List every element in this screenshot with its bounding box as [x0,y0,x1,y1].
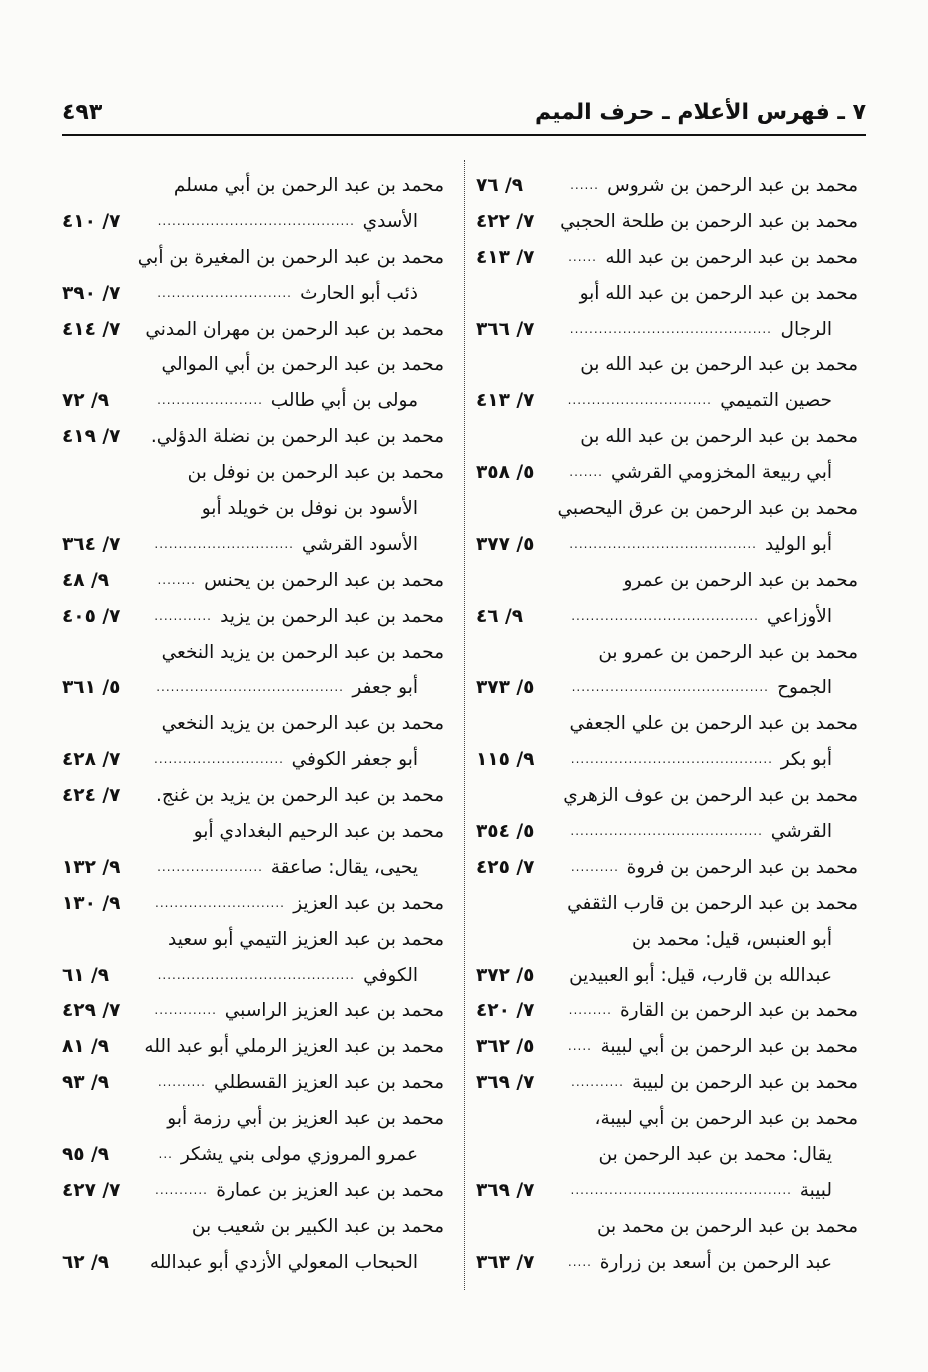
entry-name: محمد بن عبد العزيز بن عمارة [216,1179,444,1201]
entry-name: محمد بن عبد الرحمن بن قارب الثقفي [567,892,858,914]
index-entry-line [476,1065,858,1101]
index-entry-line [62,706,444,742]
dot-leader: ... [158,1147,173,1162]
dot-leader: ............................. [154,536,294,551]
index-entry-line [62,922,444,958]
entry-name: محمد بن عبد العزيز التيمي أبو سعيد [168,928,444,950]
index-entry-line [476,599,858,635]
volume-page-reference: ٩/ ٤٦ [476,605,524,627]
index-entry-line [476,455,858,491]
entry-name: محمد بن عبد الرحيم البغدادي أبو [193,821,444,843]
index-entry-line [476,240,858,276]
entry-name: محمد بن عبد العزيز [293,892,444,914]
index-entry-line [62,635,444,671]
index-entry-line [476,563,858,599]
index-entry-line [476,168,858,204]
entry-name: محمد بن عبد الرحمن بن أبي لبيبة، [594,1108,858,1130]
index-entry-line [62,1029,444,1065]
index-entry-line [62,419,444,455]
entry-name: محمد بن عبد الرحمن بن عرق اليحصبي [557,498,858,520]
entry-name: الأوزاعي [766,605,832,627]
entry-name: محمد بن عبد الرحمن بن أبي مسلم [173,175,444,196]
index-entry-line [62,527,444,563]
volume-page-reference: ٧/ ٤٢٠ [476,1000,535,1022]
entry-name: محمد بن عبد العزيز الرملي أبو عبد الله [144,1036,444,1058]
entry-name: أبو الوليد [765,533,832,555]
entry-name: محمد بن عبد الرحمن بن يزيد النخعي [161,713,444,735]
volume-page-reference: ٧/ ٣٦٩ [476,1072,535,1094]
index-entry-line [476,276,858,312]
entry-name: محمد بن عبد الرحمن بن عمرو [623,569,858,591]
index-entry-line [62,455,444,491]
index-entry-line [62,491,444,527]
index-entry-line [476,1137,858,1173]
volume-page-reference: ٧/ ٤١٤ [62,318,121,340]
volume-page-reference: ٥/ ٣٧٢ [476,964,535,986]
dot-leader: ........................... [155,895,285,910]
entry-name: محمد بن عبد العزيز القسطلي [214,1072,444,1094]
entry-name: محمد بن عبد الرحمن بن فروة [626,856,858,878]
volume-page-reference: ٧/ ٣٦٩ [476,1179,535,1201]
entry-name: مولى بن أبي طالب [270,390,418,412]
index-entry-line [476,527,858,563]
index-entry-line [62,168,444,204]
volume-page-reference: ٧/ ٤٢٩ [62,1000,121,1022]
page-number: ٤٩٣ [62,100,103,125]
entry-name: لبيبة [799,1179,832,1201]
index-entry-line [476,742,858,778]
index-entry-line [476,1209,858,1245]
dot-leader: .............................................. [570,1182,792,1197]
dot-leader: .......................................... [570,752,773,767]
index-entry-line [62,599,444,635]
index-entry-line [62,383,444,419]
index-entry-line [62,958,444,994]
entry-name: حصين التميمي [720,390,832,412]
index-entry-line [476,922,858,958]
volume-page-reference: ٩/ ٦٢ [62,1251,110,1273]
dot-leader: ...... [570,178,599,192]
volume-page-reference: ٥/ ٣٦١ [62,677,121,699]
entry-name: محمد بن عبد الرحمن بن طلحة الحجبي [560,210,858,232]
entry-name: محمد بن عبد الرحمن بن أبي الموالي [161,354,444,376]
dot-leader: ......................................... [571,680,769,695]
volume-page-reference: ٥/ ٣٥٤ [476,821,535,843]
dot-leader: ...................... [157,859,263,874]
entry-name: أبو بكر [780,749,832,771]
index-entry-line [62,347,444,383]
index-entry-line [62,670,444,706]
dot-leader: ......................................... [157,967,355,982]
volume-page-reference: ٥/ ٣٦٢ [476,1036,535,1058]
entry-name: محمد بن عبد الرحمن بن لبيبة [632,1072,858,1094]
header-rule [62,134,866,136]
index-entry-line [476,419,858,455]
entry-name: عمرو المروزي مولى بني يشكر [180,1144,418,1166]
entry-name: محمد بن عبد الرحمن بن عمرو بن [598,641,858,663]
index-entry-line [476,347,858,383]
running-title: ٧ ـ فهرس الأعلام ـ حرف الميم [534,100,866,125]
volume-page-reference: ٥/ ٣٧٧ [476,533,535,555]
dot-leader: .......... [157,1075,206,1090]
index-column-left [62,168,444,1281]
entry-name: محمد بن عبد الرحمن بن نضلة الدؤلي. [150,426,444,448]
dot-leader: ........... [571,1075,624,1090]
index-entry-line [476,312,858,348]
index-entry-line [62,1065,444,1101]
index-entry-line [476,1173,858,1209]
index-entry-line [476,778,858,814]
volume-page-reference: ٩/ ٤٨ [62,569,110,591]
entry-name: الكوفي [363,964,418,986]
index-entry-line [476,204,858,240]
dot-leader: ............................ [157,285,292,300]
entry-name: محمد بن عبد الرحمن بن أبي لبيبة [600,1036,858,1058]
volume-page-reference: ٩/ ١١٥ [476,749,535,771]
index-entry-line [62,1137,444,1173]
volume-page-reference: ٧/ ٤٢٤ [62,785,121,807]
index-entry-line [476,1029,858,1065]
index-entry-line [62,563,444,599]
entry-name: الأسود بن نوفل بن خويلد أبو [201,498,418,520]
entry-name: محمد بن عبد الرحمن بن عوف الزهري [563,785,858,807]
entry-name: محمد بن عبد الرحمن بن عبد الله بن [580,426,858,448]
entry-name: الأسود القرشي [301,533,418,555]
entry-name: يقال: محمد بن عبد الرحمن بن [598,1144,832,1166]
dot-leader: ...... [568,249,597,264]
dot-leader: ...................... [157,393,263,408]
dot-leader: ....................................... [156,680,344,695]
index-entry-line [62,240,444,276]
entry-name: عبدالله بن قارب، قيل: أبو العبيدين [569,964,832,986]
entry-name: محمد بن عبد الرحمن بن القارة [619,1000,858,1022]
page-header [62,92,866,136]
entry-name: محمد بن عبد الرحمن بن علي الجعفي [569,713,858,735]
volume-page-reference: ٧/ ٤١٣ [476,246,535,268]
index-entry-line [62,1101,444,1137]
entry-name: يحيى، يقال: صاعقة [270,856,418,878]
volume-page-reference: ٧/ ٣٦٤ [62,533,121,555]
entry-name: أبو العنبس، قيل: محمد بن [632,928,832,950]
index-entry-line [476,670,858,706]
dot-leader: .......... [570,859,619,874]
volume-page-reference: ٩/ ٨١ [62,1036,110,1058]
entry-name: محمد بن عبد الرحمن بن عبد الله بن [580,354,858,376]
volume-page-reference: ٥/ ٣٧٣ [476,677,535,699]
dot-leader: ........ [157,572,196,587]
entry-name: الجموح [777,677,832,699]
entry-name: محمد بن عبد العزيز الراسبي [224,1000,444,1022]
volume-page-reference: ٧/ ٣٦٦ [476,318,535,340]
volume-page-reference: ٧/ ٤٢٧ [62,1179,121,1201]
volume-page-reference: ٩/ ١٣٠ [62,892,121,914]
entry-name: محمد بن عبد الرحمن بن عبد الله أبو [579,282,858,304]
volume-page-reference: ٩/ ٧٢ [62,390,110,412]
entry-name: محمد بن عبد الرحمن بن محمد بن [596,1215,858,1237]
index-entry-line [476,886,858,922]
index-entry-line [62,993,444,1029]
volume-page-reference: ٩/ ١٣٢ [62,856,121,878]
entry-name: ذئب أبو الحارث [300,282,418,304]
entry-name: أبي ربيعة المخزومي القرشي [610,462,832,484]
index-entry-line [476,491,858,527]
entry-name: محمد بن عبد الرحمن بن يزيد النخعي [161,641,444,663]
entry-name: محمد بن عبد الرحمن بن المغيرة بن أبي [137,246,444,268]
index-entry-line [476,958,858,994]
volume-page-reference: ٧/ ٣٦٣ [476,1251,535,1273]
volume-page-reference: ٧/ ٤٠٥ [62,605,121,627]
index-entry-line [62,1173,444,1209]
entry-name: محمد بن عبد الرحمن بن يزيد بن غنج. [156,785,444,807]
entry-name: محمد بن عبد الرحمن بن يزيد [220,605,444,627]
index-entry-line [62,1245,444,1281]
dot-leader: ....................................... [571,608,759,623]
volume-page-reference: ٩/ ٩٣ [62,1072,110,1094]
entry-name: أبو جعفر الكوفي [291,749,418,771]
volume-page-reference: ٩/ ٩٥ [62,1144,110,1166]
entry-name: محمد بن عبد الرحمن بن شروس [607,175,858,196]
volume-page-reference: ٧/ ٤٢٨ [62,749,121,771]
index-entry-line [62,1209,444,1245]
index-entry-line [476,814,858,850]
index-entry-line [62,850,444,886]
column-separator [464,160,465,1290]
entry-name: محمد بن عبد الرحمن بن مهران المدني [145,318,444,340]
dot-leader: .......................................... [569,321,772,336]
index-entry-line [476,1245,858,1281]
entry-name: محمد بن عبد الرحمن بن يحنس [204,569,444,591]
dot-leader: ..... [568,1254,592,1269]
index-entry-line [62,778,444,814]
dot-leader: ........................................ [570,824,763,839]
dot-leader: ........... [155,1182,208,1197]
entry-name: محمد بن عبد الكبير بن شعيب بن [191,1215,444,1237]
entry-name: محمد بن عبد العزيز بن أبي رزمة أبو [167,1108,444,1130]
index-entry-line [476,706,858,742]
volume-page-reference: ٧/ ٤١٣ [476,390,535,412]
dot-leader: ............. [154,1003,217,1018]
volume-page-reference: ٩/ ٧٦ [476,175,524,196]
index-entry-line [62,312,444,348]
volume-page-reference: ٧/ ٤١٩ [62,426,121,448]
entry-name: محمد بن عبد الرحمن بن نوفل بن [187,462,444,484]
volume-page-reference: ٩/ ٦١ [62,964,110,986]
volume-page-reference: ٥/ ٣٥٨ [476,462,535,484]
index-entry-line [476,850,858,886]
volume-page-reference: ٧/ ٤٢٥ [476,856,535,878]
index-column-right [476,168,858,1281]
volume-page-reference: ٧/ ٣٩٠ [62,282,121,304]
entry-name: القرشي [770,821,832,843]
entry-name: الرجال [780,318,832,340]
dot-leader: ..... [568,1039,592,1054]
index-entry-line [62,742,444,778]
dot-leader: ............ [154,608,212,623]
dot-leader: ....... [569,465,603,480]
index-entry-line [62,276,444,312]
volume-page-reference: ٧/ ٤١٠ [62,210,121,232]
dot-leader: ........................... [154,752,284,767]
index-entry-line [476,383,858,419]
index-entry-line [62,204,444,240]
entry-name: عبد الرحمن بن أسعد بن زرارة [599,1251,832,1273]
volume-page-reference: ٧/ ٤٢٢ [476,210,535,232]
dot-leader: ....................................... [569,536,757,551]
dot-leader: ......... [568,1003,612,1018]
index-entry-line [62,886,444,922]
dot-leader: .............................. [568,393,712,408]
index-entry-line [62,814,444,850]
entry-name: محمد بن عبد الرحمن بن عبد الله [605,246,858,268]
index-entry-line [476,993,858,1029]
entry-name: الحبحاب المعولي الأزدي أبو عبدالله [149,1251,418,1273]
dot-leader: ......................................... [157,213,355,228]
entry-name: الأسدي [362,210,418,232]
index-entry-line [476,1101,858,1137]
entry-name: أبو جعفر [352,677,418,699]
index-entry-line [476,635,858,671]
